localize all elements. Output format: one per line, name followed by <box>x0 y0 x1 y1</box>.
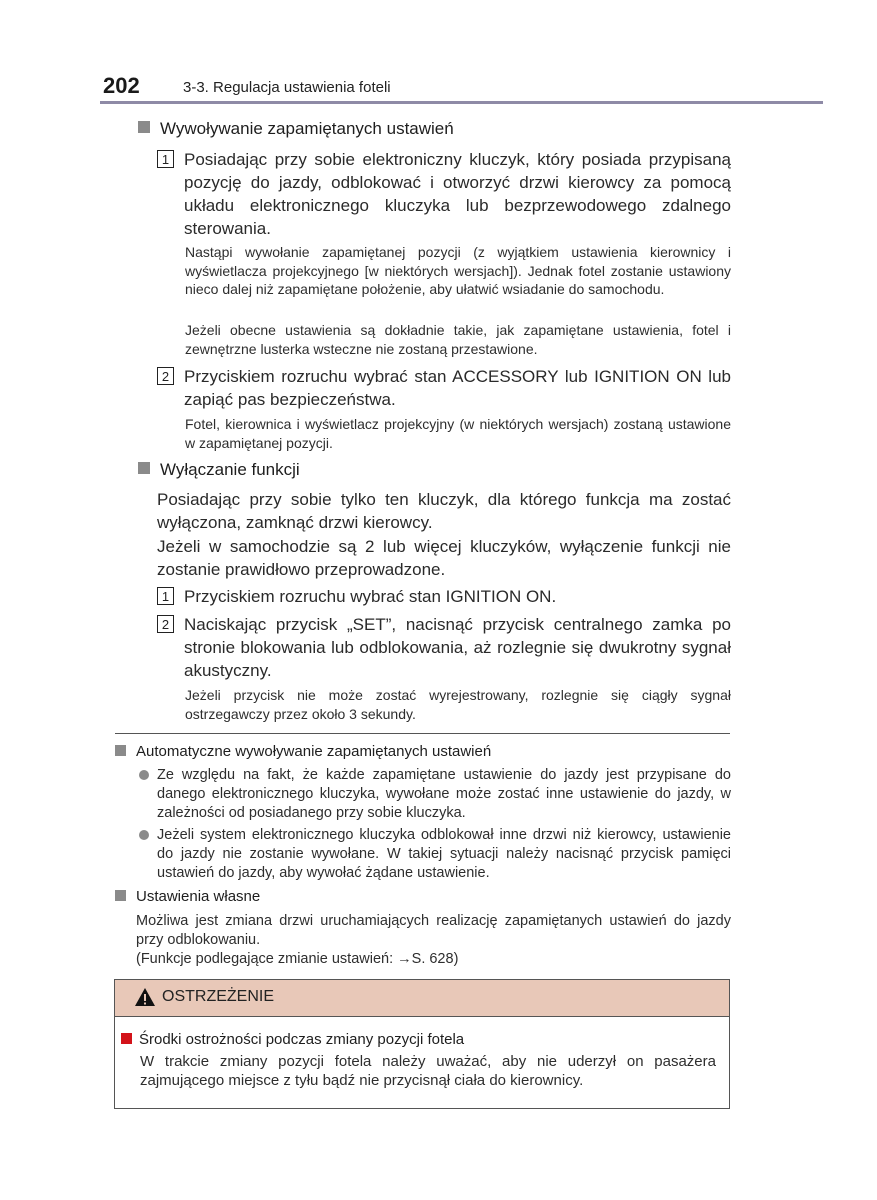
square-bullet-icon <box>138 121 150 133</box>
recall-step-2 <box>157 365 731 411</box>
recall-step-1-text: Posiadając przy sobie elektroniczny kluczyk, który posiada przypisaną pozycję do jazdy, odblokować i otworzyć drzwi kierowcy za pomocą układu elektronicznego kluczyka lub bezprzewodowego zdalnego sterowania. <box>184 150 731 238</box>
disable-step-2-note: Jeżeli przycisk nie może zostać wyrejestrowany, rozlegnie się ciągły sygnał ostrzegawczy przez około 3 sekundy. <box>185 687 731 722</box>
page-number: 202 <box>103 73 140 98</box>
page-header <box>0 0 877 110</box>
red-square-bullet-icon <box>121 1033 132 1044</box>
warning-triangle-icon <box>134 987 156 1007</box>
info-auto-bullet-2 <box>139 826 731 883</box>
recall-step-1-note-1: Nastąpi wywołanie zapamiętanej pozycji (z wyjątkiem ustawienia kierownicy i wyświetlacza projekcyjnego [w niektórych wersjach]). Jednak fotel zostanie ustawiony nieco dalej niż zapamiętane położenie, aby ułatwić wsiadanie do samochodu. <box>185 244 731 297</box>
disable-step-1-text: Przyciskiem rozruchu wybrać stan IGNITION ON. <box>184 587 557 606</box>
info-custom-title <box>115 888 260 905</box>
disable-intro-1: Posiadając przy sobie tylko ten kluczyk, dla którego funkcja ma zostać wyłączona, zamknąć drzwi kierowcy. <box>157 490 731 532</box>
disable-step-2-text: Naciskając przycisk „SET”, nacisnąć przycisk centralnego zamka po stronie blokowania lub odblokowania, aż rozlegnie się dwukrotny sygnał akustyczny. <box>184 615 731 680</box>
info-custom-title-text: Ustawienia własne <box>136 888 261 905</box>
recall-step-1-note-2: Jeżeli obecne ustawienia są dokładnie takie, jak zapamiętane ustawienia, fotel i zewnętrzne lusterka wsteczne nie zostaną przestawione. <box>185 322 731 357</box>
disable-intro-2: Jeżeli w samochodzie są 2 lub więcej kluczyków, wyłączenie funkcji nie zostanie prawidłowo przeprowadzone. <box>157 537 731 579</box>
step-number-box: 1 <box>157 587 174 605</box>
step-number-box: 2 <box>157 367 174 385</box>
section-divider <box>115 733 730 734</box>
info-auto-bullet-1-text: Ze względu na fakt, że każde zapamiętane ustawienie do jazdy jest przypisane do danego elektronicznego kluczyka, wywołane może zostać inne ustawienie do jazdy, w zależności od posiadanego przy sobie kluczyka. <box>157 767 731 821</box>
section-recall-title-text: Wywoływanie zapamiętanych ustawień <box>160 119 454 138</box>
warning-box <box>114 979 730 1109</box>
recall-step-1 <box>157 148 731 240</box>
info-auto-title <box>115 743 491 760</box>
section-disable-title-text: Wyłączanie funkcji <box>160 460 300 479</box>
disable-step-1 <box>157 585 731 608</box>
square-bullet-icon <box>115 745 126 756</box>
section-recall-title <box>138 119 454 139</box>
warning-label: OSTRZEŻENIE <box>162 988 275 1005</box>
info-custom-reference: (Funkcje podlegające zmianie ustawień: →S. 628) <box>136 951 459 967</box>
chapter-title: 3-3. Regulacja ustawienia foteli <box>183 79 391 96</box>
square-bullet-icon <box>115 890 126 901</box>
round-bullet-icon <box>139 830 149 840</box>
step-number-box: 2 <box>157 615 174 633</box>
info-auto-bullet-2-text: Jeżeli system elektronicznego kluczyka odblokował inne drzwi niż kierowcy, ustawienie do jazdy nie zostanie wywołane. W takiej sytuacji należy nacisnąć przycisk pamięci ustawień do jazdy, aby wywołać żądane ustawienie. <box>157 827 731 881</box>
info-auto-bullet-1 <box>139 766 731 823</box>
warning-text: W trakcie zmiany pozycji fotela należy uważać, aby nie uderzył on pasażera zajmującego miejsce z tyłu bądź nie przycisnął ciała do kierownicy. <box>140 1053 716 1089</box>
recall-step-2-text: Przyciskiem rozruchu wybrać stan ACCESSORY lub IGNITION ON lub zapiąć pas bezpieczeństwa. <box>184 367 731 409</box>
warning-title <box>121 1031 464 1048</box>
disable-step-2 <box>157 613 731 682</box>
square-bullet-icon <box>138 462 150 474</box>
info-custom-text: Możliwa jest zmiana drzwi uruchamiających realizację zapamiętanych ustawień do jazdy przy odblokowaniu. <box>136 913 731 948</box>
warning-header <box>115 980 729 1017</box>
round-bullet-icon <box>139 770 149 780</box>
warning-title-text: Środki ostrożności podczas zmiany pozycji fotela <box>139 1031 465 1048</box>
info-auto-title-text: Automatyczne wywoływanie zapamiętanych ustawień <box>136 743 492 760</box>
step-number-box: 1 <box>157 150 174 168</box>
section-disable-title <box>138 460 300 480</box>
header-rule <box>100 101 823 104</box>
recall-step-2-note: Fotel, kierownica i wyświetlacz projekcyjny (w niektórych wersjach) zostaną ustawione w zapamiętanej pozycji. <box>185 416 731 451</box>
